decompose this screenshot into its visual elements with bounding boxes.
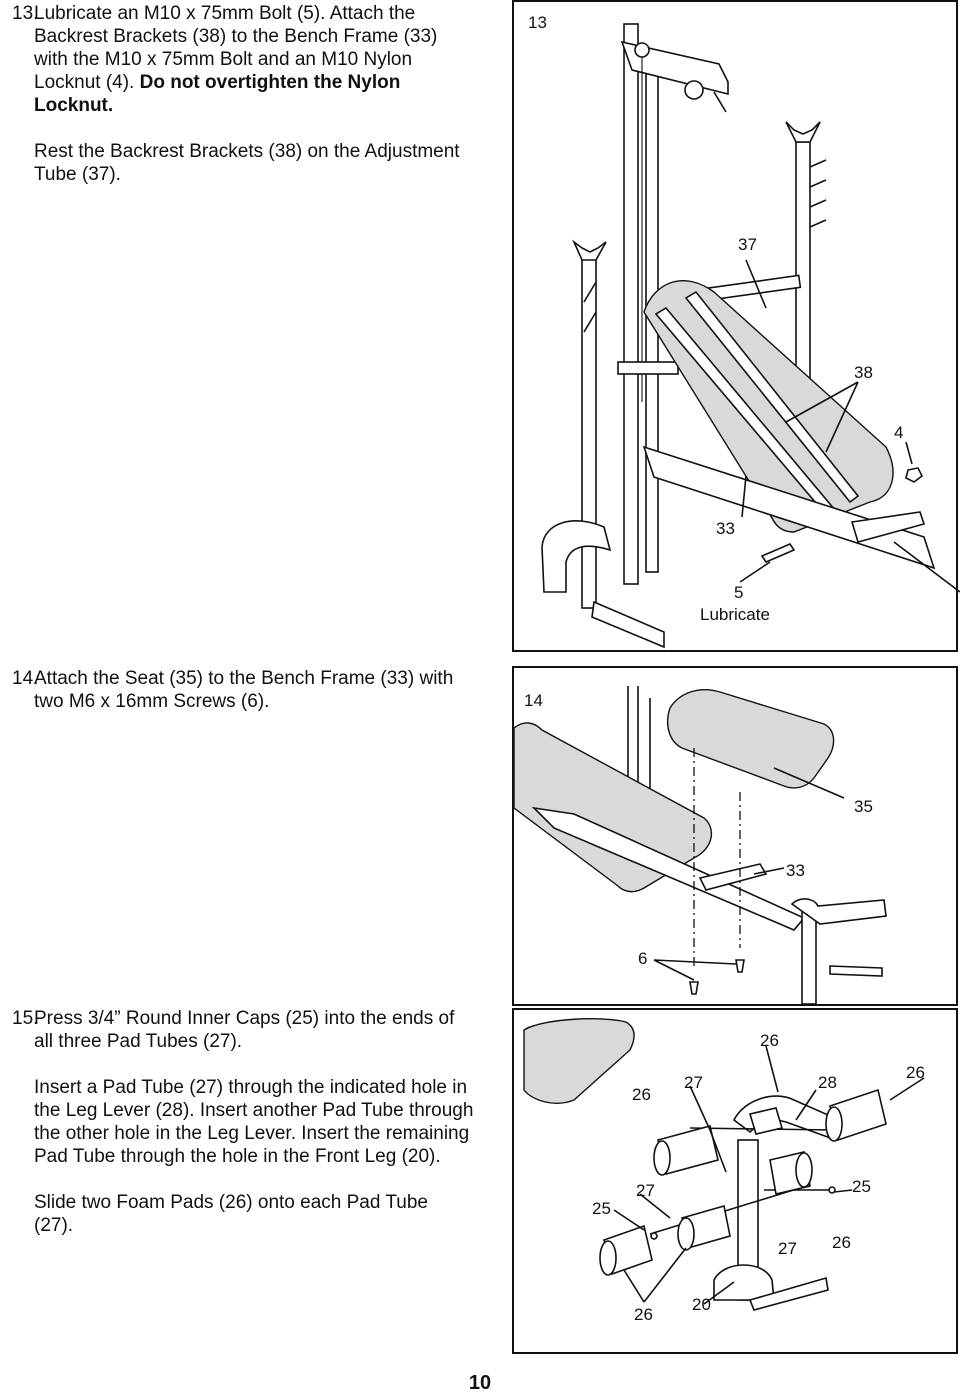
step-text: Tube (37). — [34, 164, 121, 185]
step-text: Press 3/4” Round Inner Caps (25) into the ends of — [34, 1008, 455, 1029]
front-leg — [802, 908, 816, 1004]
callout-26: 26 — [832, 1233, 851, 1252]
callout-lubricate: Lubricate — [700, 605, 770, 624]
step-number: 13. — [12, 3, 39, 24]
base-curve — [542, 521, 610, 592]
callout-27: 27 — [778, 1239, 797, 1258]
foam-pad — [654, 1126, 718, 1175]
callout-25: 25 — [852, 1177, 871, 1196]
callout-28: 28 — [818, 1073, 837, 1092]
tower-post — [624, 24, 638, 584]
warning-text: Do not overtighten the Nylon — [139, 72, 401, 93]
callout-26: 26 — [906, 1063, 925, 1082]
callout-5: 5 — [734, 583, 744, 602]
leader-line — [614, 1210, 644, 1230]
foam-pad — [826, 1090, 886, 1141]
upright — [628, 686, 650, 788]
seat-pad — [524, 1019, 634, 1104]
callout-6: 6 — [638, 949, 648, 968]
step-text: Lubricate an M10 x 75mm Bolt (5). Attach the — [34, 3, 416, 24]
base-foot — [592, 602, 664, 647]
callout-25: 25 — [592, 1199, 611, 1218]
step-text: with the M10 x 75mm Bolt and an M10 Nylon — [34, 49, 413, 70]
leader-line — [740, 562, 770, 582]
callout-4: 4 — [894, 423, 904, 442]
callout-27: 27 — [636, 1181, 655, 1200]
bolt — [762, 544, 794, 562]
foam-pad — [770, 1152, 812, 1194]
pulley — [635, 43, 649, 57]
cross-tube — [618, 362, 678, 374]
step-text: all three Pad Tubes (27). — [34, 1031, 243, 1052]
callout-35: 35 — [854, 797, 873, 816]
step-text: Insert a Pad Tube (27) through the indicated hole in — [34, 1077, 468, 1098]
pad-tube — [830, 966, 882, 976]
step-15-instructions — [12, 1007, 490, 1237]
nylon-locknut — [906, 468, 922, 482]
callout-27: 27 — [684, 1073, 703, 1092]
figure-14 — [512, 666, 958, 1006]
step-13-instructions — [12, 2, 490, 186]
seat-pad — [668, 690, 834, 788]
leader-line — [906, 442, 912, 464]
figure-15 — [512, 1008, 958, 1354]
step-text: Slide two Foam Pads (26) onto each Pad Tube — [34, 1192, 428, 1213]
leader-line — [834, 1190, 852, 1192]
step-text: Pad Tube through the hole in the Front Leg (20). — [34, 1146, 441, 1167]
callout-38: 38 — [854, 363, 873, 382]
figure-13 — [512, 0, 958, 652]
step-number: 15. — [12, 1008, 39, 1029]
warning-text: Locknut. — [34, 95, 114, 116]
bar-catch — [574, 242, 606, 260]
foam-pad — [678, 1206, 730, 1250]
step-text: Locknut (4). — [34, 72, 140, 93]
step-text: the Leg Lever (28). Insert another Pad Tube through — [34, 1100, 474, 1121]
callout-33: 33 — [716, 519, 735, 538]
figure-label: 14 — [524, 691, 543, 710]
callout-26: 26 — [634, 1305, 653, 1324]
leader-line — [654, 960, 736, 980]
foam-pad — [600, 1226, 652, 1275]
bar-catch — [786, 122, 820, 142]
upright — [582, 258, 596, 608]
step-text: Rest the Backrest Brackets (38) on the Adjustment — [34, 141, 460, 162]
figure-label: 13 — [528, 13, 547, 32]
screw — [690, 982, 698, 994]
round-inner-cap — [651, 1233, 657, 1239]
front-leg-foot — [714, 1265, 774, 1300]
callout-37: 37 — [738, 235, 757, 254]
page-number: 10 — [468, 1372, 492, 1394]
step-text: Attach the Seat (35) to the Bench Frame (33) with — [34, 668, 454, 689]
step-text: the other hole in the Leg Lever. Insert the remaining — [34, 1123, 470, 1144]
pin — [714, 92, 726, 112]
step-number: 14. — [12, 668, 39, 689]
step-text: Backrest Brackets (38) to the Bench Frame (33) — [34, 26, 438, 47]
step-text: two M6 x 16mm Screws (6). — [34, 691, 270, 712]
callout-20: 20 — [692, 1295, 711, 1314]
leader-line — [766, 1046, 778, 1092]
screw — [736, 960, 744, 972]
callout-26: 26 — [760, 1031, 779, 1050]
pulley — [685, 81, 703, 99]
step-14-instructions — [12, 667, 490, 713]
step-text: (27). — [34, 1215, 74, 1236]
hooks — [810, 160, 826, 227]
callout-26: 26 — [632, 1085, 651, 1104]
callout-33: 33 — [786, 861, 805, 880]
